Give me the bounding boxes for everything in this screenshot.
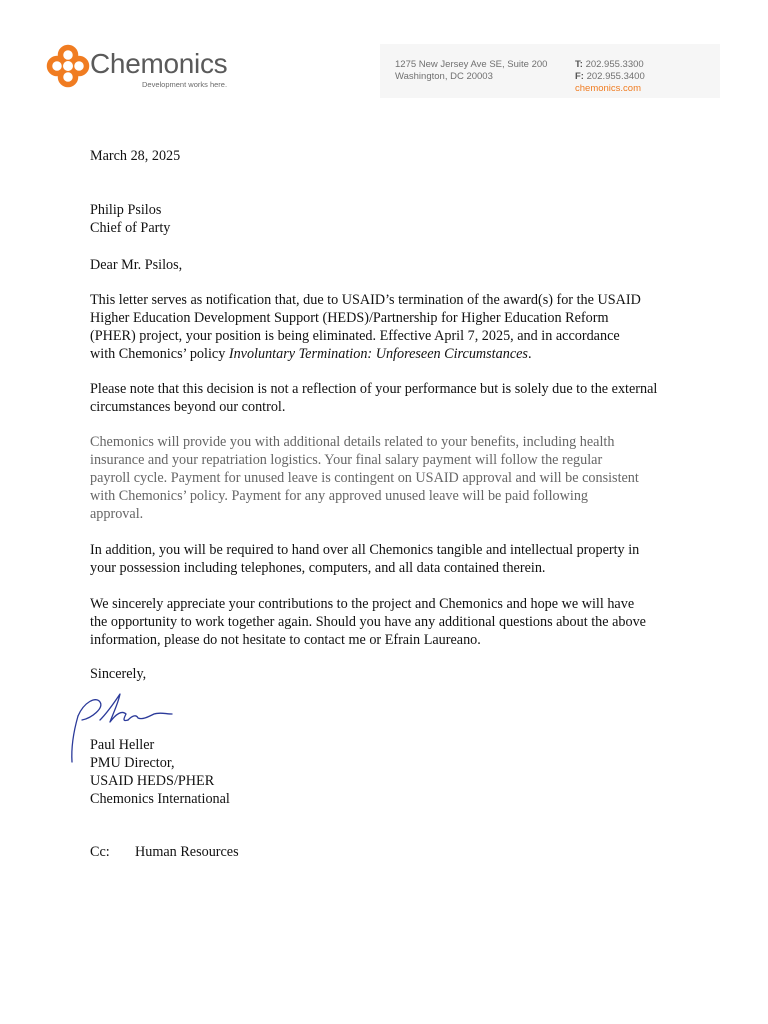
chemonics-logo-icon [46, 44, 90, 88]
letterhead-contact [575, 59, 645, 95]
p2-line: circumstances beyond our control. [90, 399, 286, 415]
p1-line: (PHER) project, your position is being eliminated. Effective April 7, 2025, and in accordance [90, 328, 620, 344]
cc-label: Cc: [90, 844, 110, 860]
p5-line: the opportunity to work together again. Should you have any additional questions about the above [90, 614, 646, 630]
p1-line: with Chemonics’ policy Involuntary Termination: Unforeseen Circumstances. [90, 346, 532, 362]
cc-recipient: Human Resources [135, 844, 239, 860]
salutation: Dear Mr. Psilos, [90, 257, 183, 273]
p2-line: Please note that this decision is not a reflection of your performance but is solely due to the external [90, 381, 658, 397]
phone-number: 202.955.3300 [585, 59, 644, 70]
signer-name: Paul Heller [90, 737, 155, 753]
signer-block [90, 736, 690, 808]
address-line-2: Washington, DC 20003 [395, 71, 493, 82]
p3-line: Chemonics will provide you with additional details related to your benefits, including health [90, 434, 615, 450]
p3-line: payroll cycle. Payment for unused leave is contingent on USAID approval and will be consistent [90, 470, 639, 486]
closing: Sincerely, [90, 666, 147, 682]
signer-project: USAID HEDS/PHER [90, 773, 215, 789]
fax-label: F: [575, 71, 584, 82]
p5-line: information, please do not hesitate to contact me or Efrain Laureano. [90, 632, 481, 648]
letterhead-address [395, 59, 547, 83]
p4-line: your possession including telephones, computers, and all data contained therein. [90, 560, 546, 576]
phone-label: T: [575, 59, 583, 70]
fax-line [575, 71, 645, 83]
policy-name: Involuntary Termination: Unforeseen Circumstances [228, 346, 528, 362]
p3-line: insurance and your repatriation logistics. Your final salary payment will follow the regular [90, 452, 603, 468]
chemonics-logo [46, 44, 246, 96]
signer-title: PMU Director, [90, 755, 175, 771]
paragraph-3 [90, 433, 690, 523]
paragraph-2 [90, 380, 690, 416]
paragraph-4 [90, 541, 690, 577]
p1-line: Higher Education Development Support (HEDS)/Partnership for Higher Education Reform [90, 310, 609, 326]
p5-line: We sincerely appreciate your contributions to the project and Chemonics and hope we will have [90, 596, 635, 612]
website-link[interactable]: chemonics.com [575, 83, 641, 94]
recipient-name: Philip Psilos [90, 202, 162, 218]
paragraph-1 [90, 291, 690, 363]
brand-name: Chemonics [90, 48, 228, 79]
fax-number: 202.955.3400 [586, 71, 645, 82]
address-line-1: 1275 New Jersey Ave SE, Suite 200 [395, 59, 548, 70]
phone-line [575, 59, 645, 71]
recipient-title: Chief of Party [90, 220, 171, 236]
recipient-block [90, 201, 690, 237]
p3-line: approval. [90, 506, 144, 522]
p4-line: In addition, you will be required to hand over all Chemonics tangible and intellectual property in [90, 542, 640, 558]
brand-tagline: Development works here. [142, 80, 228, 89]
signer-organization: Chemonics International [90, 791, 230, 807]
letter-date: March 28, 2025 [90, 148, 181, 164]
p3-line: with Chemonics’ policy. Payment for any approved unused leave will be paid following [90, 488, 589, 504]
p1-line: This letter serves as notification that, due to USAID’s termination of the award(s) for the USAID [90, 292, 641, 308]
paragraph-5 [90, 595, 690, 649]
